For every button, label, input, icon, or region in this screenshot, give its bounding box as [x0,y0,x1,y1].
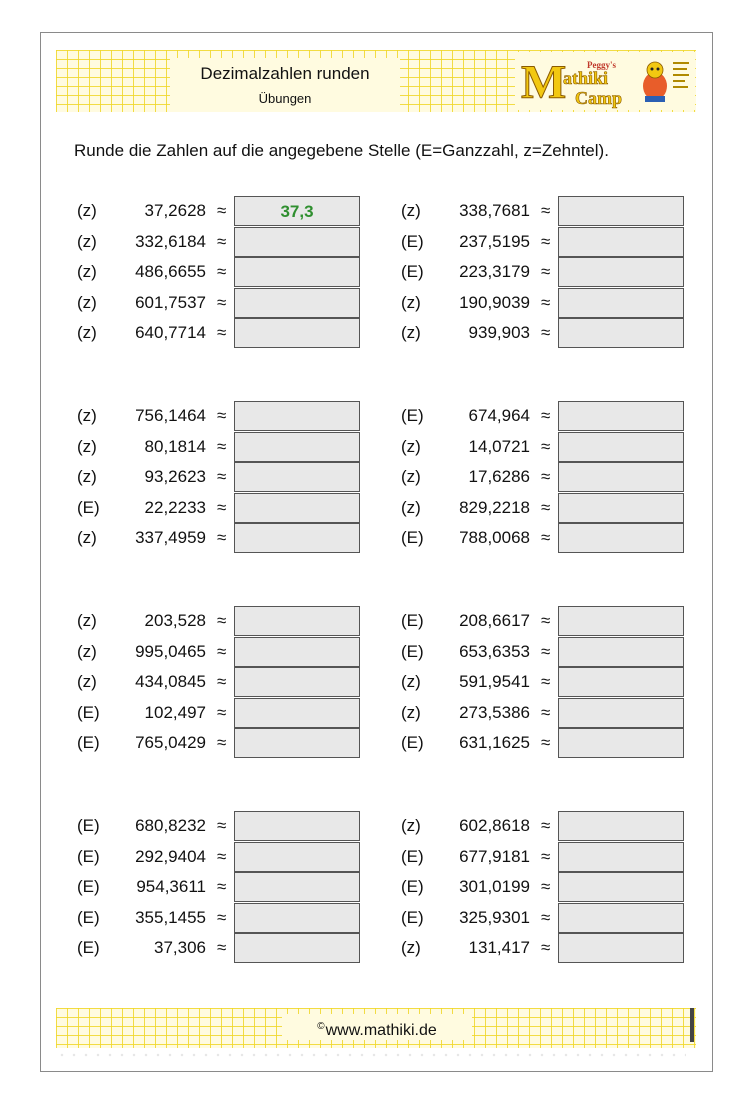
exercise-row [77,933,360,963]
approx-symbol: ≈ [217,702,227,722]
exercise-row [77,667,360,697]
answer-field[interactable] [558,728,684,758]
rounding-target-label: (z) [77,201,97,220]
decimal-number: 765,0429 [135,733,206,752]
answer-field[interactable] [558,933,684,963]
answer-field[interactable] [558,493,684,523]
exercise-row [401,288,684,318]
decimal-number: 338,7681 [459,201,530,220]
exercise-row [77,493,360,523]
answer-field[interactable] [234,257,360,287]
decimal-number: 273,5386 [459,702,530,722]
exercise-row [401,728,684,758]
decimal-number: 674,964 [468,406,530,425]
decimal-number: 434,0845 [135,672,206,691]
approx-symbol: ≈ [541,702,551,722]
approx-symbol: ≈ [541,467,551,486]
answer-field[interactable] [558,811,684,841]
footer-dotted-line [56,1052,686,1058]
exercise-row [401,432,684,462]
exercise-row [77,196,360,226]
exercise-row [401,318,684,348]
exercise-row [401,842,684,872]
footer-website [282,1014,472,1040]
approx-symbol: ≈ [541,406,551,425]
rounding-target-label: (z) [77,231,97,251]
answer-field[interactable] [558,903,684,933]
approx-symbol: ≈ [217,641,227,661]
decimal-number: 301,0199 [459,877,530,896]
decimal-number: 37,306 [154,938,206,957]
approx-symbol: ≈ [541,611,551,630]
approx-symbol: ≈ [217,323,227,342]
answer-field[interactable] [558,196,684,226]
exercise-row [77,728,360,758]
decimal-number: 601,7537 [135,292,206,312]
decimal-number: 190,9039 [459,292,530,312]
exercise-row [401,637,684,667]
rounding-target-label: (E) [77,846,100,866]
exercise-row [77,811,360,841]
rounding-target-label: (E) [401,846,424,866]
rounding-target-label: (z) [77,467,97,486]
approx-symbol: ≈ [217,406,227,425]
decimal-number: 640,7714 [135,323,206,342]
exercise-row [77,227,360,257]
instructions-text: Runde die Zahlen auf die angegebene Stelle (E=Ganzzahl, z=Zehntel). [74,141,609,160]
exercise-row [77,903,360,933]
exercise-row [401,462,684,492]
approx-symbol: ≈ [541,907,551,927]
approx-symbol: ≈ [541,672,551,691]
answer-field[interactable] [558,698,684,728]
exercise-row [77,462,360,492]
decimal-number: 591,9541 [459,672,530,691]
approx-symbol: ≈ [217,292,227,312]
approx-symbol: ≈ [217,497,227,517]
rounding-target-label: (E) [77,938,100,957]
footer-shadow [690,1008,694,1042]
answer-field[interactable] [234,842,360,872]
answer-field[interactable] [234,637,360,667]
rounding-target-label: (z) [77,292,97,312]
decimal-number: 223,3179 [459,262,530,281]
rounding-target-label: (E) [401,611,424,630]
logo-word-camp: Camp [575,88,623,108]
decimal-number: 14,0721 [468,436,530,456]
rounding-target-label: (z) [401,702,421,722]
exercise-row [401,493,684,523]
exercise-row [77,606,360,636]
rounding-target-label: (z) [401,467,421,486]
decimal-number: 131,417 [468,938,530,957]
decimal-number: 677,9181 [459,846,530,866]
decimal-number: 208,6617 [459,611,530,630]
approx-symbol: ≈ [217,528,227,547]
exercise-row [77,288,360,318]
decimal-number: 939,903 [468,323,530,342]
exercise-row [77,523,360,553]
answer-field[interactable] [234,606,360,636]
rounding-target-label: (z) [77,436,97,456]
rounding-target-label: (z) [401,323,421,342]
answer-field[interactable] [234,698,360,728]
rounding-target-label: (z) [401,816,421,835]
answer-field[interactable] [558,667,684,697]
exercise-row [401,257,684,287]
answer-field[interactable] [558,432,684,462]
decimal-number: 292,9404 [135,846,206,866]
answer-field[interactable] [234,318,360,348]
decimal-number: 237,5195 [459,231,530,251]
answer-field[interactable] [234,227,360,257]
rounding-target-label: (z) [77,262,97,281]
decimal-number: 203,528 [144,611,206,630]
decimal-number: 102,497 [144,702,206,722]
rounding-target-label: (z) [401,436,421,456]
answer-field[interactable] [558,462,684,492]
rounding-target-label: (E) [77,497,100,517]
approx-symbol: ≈ [217,816,227,835]
exercise-row [77,698,360,728]
exercise-row [77,401,360,431]
answer-field[interactable] [234,432,360,462]
decimal-number: 631,1625 [459,733,530,752]
exercise-row [401,667,684,697]
approx-symbol: ≈ [217,262,227,281]
rounding-target-label: (E) [401,262,424,281]
mathiki-camp-logo [515,52,695,110]
page-title: Dezimalzahlen runden [200,64,370,83]
decimal-number: 325,9301 [459,907,530,927]
rounding-target-label: (E) [401,528,424,547]
rounding-target-label: (z) [77,641,97,661]
answer-field[interactable] [234,667,360,697]
decimal-number: 829,2218 [459,497,530,517]
page-subtitle: Übungen [258,91,312,106]
approx-symbol: ≈ [541,262,551,281]
approx-symbol: ≈ [217,436,227,456]
answer-field[interactable] [558,637,684,667]
approx-symbol: ≈ [217,733,227,752]
rounding-target-label: (z) [401,201,421,220]
exercise-row [401,196,684,226]
decimal-number: 995,0465 [135,641,206,661]
answer-field[interactable]: 37,3 [234,196,360,226]
rounding-target-label: (z) [401,497,421,517]
approx-symbol: ≈ [541,323,551,342]
decimal-number: 332,6184 [135,231,206,251]
exercise-row [401,811,684,841]
approx-symbol: ≈ [217,846,227,866]
answer-field[interactable] [234,523,360,553]
rounding-target-label: (E) [77,877,100,896]
decimal-number: 337,4959 [135,528,206,547]
approx-symbol: ≈ [541,816,551,835]
approx-symbol: ≈ [541,292,551,312]
logo-letter-m: M [521,56,567,109]
approx-symbol: ≈ [217,231,227,251]
approx-symbol: ≈ [217,201,227,220]
answer-field[interactable] [558,288,684,318]
answer-field[interactable] [234,872,360,902]
approx-symbol: ≈ [541,846,551,866]
exercise-row [401,872,684,902]
rounding-target-label: (E) [401,231,424,251]
approx-symbol: ≈ [217,672,227,691]
decimal-number: 954,3611 [136,877,206,896]
exercise-row [401,698,684,728]
answer-field[interactable] [558,257,684,287]
exercise-row [401,523,684,553]
approx-symbol: ≈ [217,467,227,486]
decimal-number: 355,1455 [135,907,206,927]
exercise-row [401,903,684,933]
decimal-number: 602,8618 [459,816,530,835]
decimal-number: 680,8232 [135,816,206,835]
decimal-number: 788,0068 [459,528,530,547]
rounding-target-label: (z) [77,406,97,425]
rounding-target-label: (z) [77,528,97,547]
approx-symbol: ≈ [541,436,551,456]
exercise-row [401,401,684,431]
exercise-row [77,432,360,462]
approx-symbol: ≈ [541,201,551,220]
rounding-target-label: (E) [401,907,424,927]
decimal-number: 80,1814 [144,436,206,456]
answer-field[interactable] [558,401,684,431]
answer-field[interactable] [558,842,684,872]
rounding-target-label: (E) [401,877,424,896]
decimal-number: 37,2628 [144,201,206,220]
answer-field[interactable] [558,523,684,553]
answer-field[interactable] [234,462,360,492]
rounding-target-label: (E) [77,907,100,927]
decimal-number: 486,6655 [135,262,206,281]
approx-symbol: ≈ [217,907,227,927]
answer-field[interactable] [558,872,684,902]
logo-word-athiki: athiki [563,68,609,88]
rounding-target-label: (z) [401,938,421,957]
approx-symbol: ≈ [541,877,551,896]
rounding-target-label: (E) [401,406,424,425]
rounding-target-label: (E) [401,733,424,752]
exercise-row [77,318,360,348]
answer-field[interactable] [234,288,360,318]
approx-symbol: ≈ [541,733,551,752]
exercise-row [77,257,360,287]
rounding-target-label: (z) [401,292,421,312]
exercise-row [77,872,360,902]
answer-field[interactable] [234,811,360,841]
answer-field[interactable] [558,606,684,636]
decimal-number: 653,6353 [459,641,530,661]
rounding-target-label: (E) [77,816,100,835]
rounding-target-label: (z) [77,323,97,342]
answer-field[interactable] [558,318,684,348]
answer-field[interactable] [234,933,360,963]
answer-field[interactable] [234,493,360,523]
approx-symbol: ≈ [541,938,551,957]
rounding-target-label: (E) [77,733,100,752]
rounding-target-label: (E) [77,702,100,722]
answer-field[interactable] [234,401,360,431]
approx-symbol: ≈ [217,938,227,957]
answer-field[interactable] [234,903,360,933]
logo-peggys: Peggy's [587,60,616,70]
exercise-row [77,637,360,667]
approx-symbol: ≈ [541,528,551,547]
decimal-number: 93,2623 [144,467,206,486]
rounding-target-label: (z) [77,672,97,691]
rounding-target-label: (z) [401,672,421,691]
approx-symbol: ≈ [217,877,227,896]
decimal-number: 22,2233 [144,497,206,517]
exercise-row [401,933,684,963]
answer-field[interactable] [558,227,684,257]
decimal-number: 756,1464 [135,406,206,425]
approx-symbol: ≈ [541,497,551,517]
exercise-row [401,227,684,257]
approx-symbol: ≈ [541,641,551,661]
title-box [170,58,400,112]
footer-site-text: www.mathiki.de [325,1022,437,1039]
rounding-target-label: (z) [77,611,97,630]
copyright-symbol: © [317,1021,325,1032]
answer-field[interactable] [234,728,360,758]
rounding-target-label: (E) [401,641,424,661]
exercise-row [77,842,360,872]
approx-symbol: ≈ [217,611,227,630]
exercise-row [401,606,684,636]
decimal-number: 17,6286 [468,467,530,486]
approx-symbol: ≈ [541,231,551,251]
